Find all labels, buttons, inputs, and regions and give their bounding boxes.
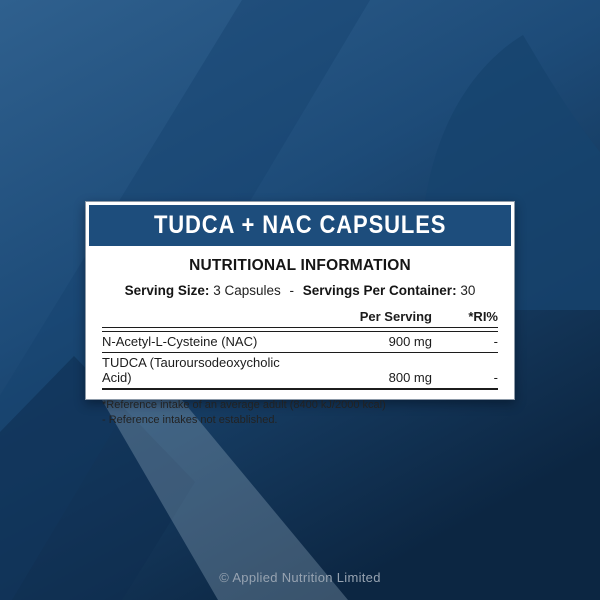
ingredient-amount: 800 mg	[388, 370, 432, 385]
ingredient-name: N-Acetyl-L-Cysteine (NAC)	[102, 334, 258, 349]
serving-size-label: Serving Size:	[124, 283, 210, 298]
servings-per-container-value: 30	[460, 283, 476, 298]
ingredient-ri: -	[493, 334, 498, 349]
servings-per-container-label: Servings Per Container:	[302, 283, 457, 298]
footnote-not-established: - Reference intakes not established.	[102, 413, 278, 426]
footnotes	[102, 398, 498, 428]
table-row	[102, 353, 498, 390]
nutrition-label-card	[85, 201, 515, 426]
serving-separator: -	[289, 283, 294, 298]
copyright-text: © Applied Nutrition Limited	[219, 570, 381, 585]
header-per-serving: Per Serving	[359, 309, 432, 324]
serving-info-line	[102, 283, 498, 298]
label-body	[89, 257, 511, 428]
serving-size-value: 3 Capsules	[213, 283, 281, 298]
table-row	[102, 332, 498, 353]
label-title-bar	[89, 205, 511, 246]
header-ri-percent: *RI%	[468, 309, 498, 324]
product-title: TUDCA + NAC CAPSULES	[153, 211, 447, 239]
footnote-reference-intake: *Reference intake of an average adult (8400 kJ/2000 kcal)	[102, 399, 386, 411]
section-title: NUTRITIONAL INFORMATION	[189, 257, 411, 274]
ingredient-ri: -	[493, 370, 498, 385]
nutrition-table	[102, 309, 498, 390]
ingredient-amount: 900 mg	[388, 334, 432, 349]
ingredient-name: TUDCA (Tauroursodeoxycholic Acid)	[102, 355, 280, 385]
table-header-row	[102, 309, 498, 327]
